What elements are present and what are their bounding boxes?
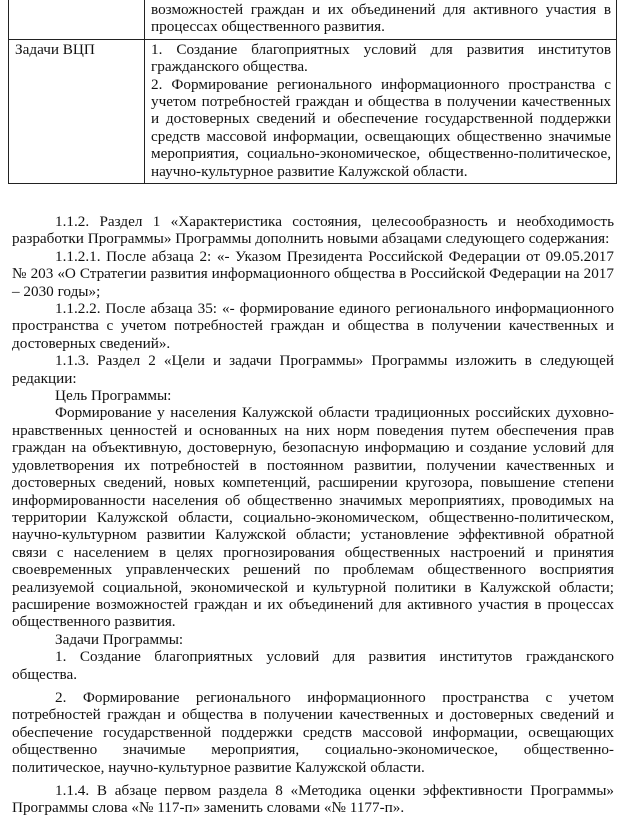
table-task-item: 1. Создание благоприятных условий для развития институтов гражданского общества. [151,40,611,76]
table-cell [145,0,617,39]
paragraph-1-1-2-2: 1.1.2.2. После абзаца 35: «- формирование единого регионального информационного пространства с учетом потребностей граждан и общества в получении качественных и достоверных сведений». [12,300,614,352]
task-item-2: 2. Формирование регионального информационного пространства с учетом потребностей граждан и общества в получении качественных и достоверных сведений и обеспечение государственной поддержки средств массовой информации, освещающих общественно значимые мероприятия, социально-экономическое, общественно-политическое, научно-культурное развитие Калужской области. [12,688,614,776]
table-row-label: Задачи ВЦП [9,39,145,183]
table-row [9,39,617,183]
table-cell [145,39,617,183]
task-item-1: 1. Создание благоприятных условий для развития институтов гражданского общества. [12,648,614,683]
tasks-heading: Задачи Программы: [55,630,184,648]
paragraph-1-1-2-1: 1.1.2.1. После абзаца 2: «- Указом Президента Российской Федерации от 09.05.2017 № 203 «О Стратегии развития информационного общества в Российской Федерации на 2017 – 2030 годы»; [12,247,614,300]
vcp-passport-table [8,0,617,184]
goal-text: Формирование у населения Калужской области традиционных российских духовно-нравственных ценностей и основанных на них норм поведения путем обеспечения прав граждан на объективную, достоверную, безопасную информацию и создание условий для удовлетворения их потребностей в постоянном развитии, получении качественных и достоверных сведений, новых компетенций, расширении кругозора, повышение степени информированности населения об общественно значимых мероприятиях, проводимых на территории Калужской области, социально-экономическом, общественно-политическом, научно-культурном развитии Калужской области; установление эффективной обратной связи с населением в целях прогнозирования общественных настроений и принятия своевременных управленческих решений по проблемам общественного восприятия реализуемой социальной, экономической и культурной политики в Калужской области; расширение возможностей граждан и их объединений для активного участия в процессах общественного развития. [12,404,614,631]
table-cell-text: возможностей граждан и их объединений для активного участия в процессах общественного развития. [151,1,611,36]
table-row [9,0,617,39]
document-body [12,213,614,817]
paragraph-1-1-3: 1.1.3. Раздел 2 «Цели и задачи Программы» Программы изложить в следующей редакции: [12,352,614,387]
paragraph-1-1-4: 1.1.4. В абзаце первом раздела 8 «Методика оценки эффективности Программы» Программы слова «№ 117-п» заменить словами «№ 1177-п». [12,782,614,817]
table-cell-empty [9,0,145,39]
table-task-item: 2. Формирование регионального информационного пространства с учетом потребностей граждан и общества в получении качественных и достоверных сведений и обеспечение государственной поддержки средств массовой информации, освещающих общественно значимые мероприятия, социально-экономическое, общественно-политическое, научно-культурное развитие Калужской области. [151,75,611,180]
goal-heading: Цель Программы: [55,387,172,405]
paragraph-1-1-2: 1.1.2. Раздел 1 «Характеристика состояния, целесообразность и необходимость разработки Программы» Программы дополнить новыми абзацами следующего содержания: [12,213,614,248]
